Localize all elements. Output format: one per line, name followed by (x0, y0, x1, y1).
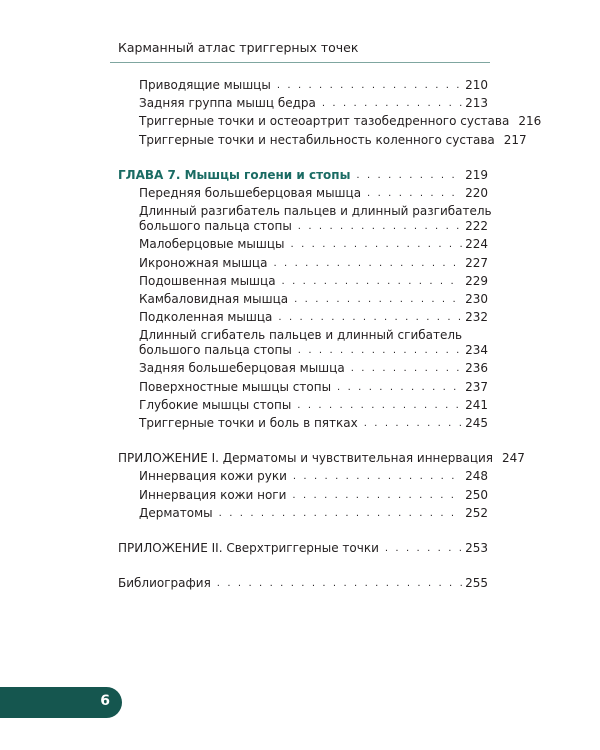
toc-entry (118, 96, 488, 111)
toc-page-number: 216 (518, 114, 542, 129)
toc-entry (118, 343, 488, 358)
toc-entry (118, 416, 488, 431)
toc-entry (118, 451, 525, 466)
toc-page-number: 252 (465, 505, 488, 520)
toc-entry (118, 328, 488, 343)
toc-entry-title: Задняя большеберцовая мышца (139, 361, 345, 376)
toc-page-number: 248 (465, 469, 488, 484)
toc-entry (118, 237, 488, 252)
toc-dot-leader (351, 362, 462, 376)
toc-entry (118, 274, 488, 289)
toc-entry (118, 576, 488, 591)
toc-entry-title: Подошвенная мышца (139, 273, 276, 288)
toc-entry (118, 541, 488, 556)
toc-page-number: 220 (465, 185, 488, 200)
toc-entry (118, 469, 488, 484)
toc-entry (118, 219, 488, 234)
toc-page-number: 247 (502, 451, 525, 466)
toc-entry (118, 488, 488, 503)
toc-dot-leader (367, 187, 462, 201)
toc-page-number: 232 (465, 310, 488, 325)
toc-chapter-entry (118, 168, 488, 183)
toc-page-number: 229 (465, 273, 488, 288)
toc-entry-title: Камбаловидная мышца (139, 291, 289, 306)
toc-dot-leader (292, 489, 462, 503)
toc-dot-leader (273, 257, 462, 271)
toc-section-gap (118, 434, 488, 451)
toc-entry-title: ПРИЛОЖЕНИЕ I. Дерматомы и чувствительная иннервация (118, 451, 494, 466)
page-number: 6 (100, 693, 110, 709)
toc-entry (118, 380, 488, 395)
toc-entry-title: ГЛАВА 7. Мышцы голени и стопы (118, 167, 351, 182)
toc-dot-leader (217, 577, 462, 591)
running-header-title: Карманный атлас триггерных точек (118, 40, 359, 55)
toc-entry-title: Малоберцовые мышцы (139, 237, 285, 252)
toc-dot-leader (322, 97, 462, 111)
toc-page-number: 237 (465, 379, 488, 394)
toc-dot-leader (291, 238, 463, 252)
toc-dot-leader (385, 542, 462, 556)
toc-entry-title: Передняя большеберцовая мышца (139, 185, 362, 200)
toc-entry-title: большого пальца стопы (139, 343, 292, 358)
toc-dot-leader (277, 79, 462, 93)
toc-page-number: 236 (465, 361, 488, 376)
toc-entry-title: Триггерные точки и боль в пятках (139, 416, 358, 430)
header-divider (110, 62, 490, 63)
toc-dot-leader (356, 169, 462, 183)
toc-entry (118, 292, 488, 307)
toc-section-gap (118, 151, 488, 168)
toc-page-number: 250 (465, 487, 488, 502)
toc-dot-leader (364, 417, 462, 431)
toc-section-gap (118, 559, 488, 576)
toc-entry-title: Триггерные точки и остеоартрит тазобедренного сустава (139, 114, 510, 129)
toc-page-number: 217 (503, 132, 527, 147)
toc-page-number: 213 (465, 96, 488, 111)
toc-section-gap (118, 524, 488, 541)
toc-entry (118, 78, 488, 93)
toc-page-number: 234 (465, 343, 488, 358)
toc-page-number: 253 (465, 540, 488, 555)
toc-page-number: 241 (465, 397, 488, 412)
toc-entry (118, 186, 488, 201)
toc-entry-title: Длинный сгибатель пальцев и длинный сгибатель (139, 328, 463, 343)
toc-page-number: 255 (465, 576, 488, 591)
toc-dot-leader (293, 470, 462, 484)
toc-entry-title: Иннервация кожи ноги (139, 487, 287, 502)
toc-page-number: 245 (465, 416, 488, 430)
toc-dot-leader (282, 275, 463, 289)
toc-entry-title: ПРИЛОЖЕНИЕ II. Сверхтриггерные точки (118, 540, 379, 555)
toc-page-number: 227 (465, 255, 488, 270)
toc-entry (118, 114, 542, 129)
toc-entry-title: Библиография (118, 576, 211, 591)
toc-dot-leader (297, 399, 462, 413)
table-of-contents (118, 78, 542, 594)
toc-entry (118, 398, 488, 413)
toc-page-number: 224 (465, 237, 488, 252)
toc-entry-title: Глубокие мышцы стопы (139, 397, 292, 412)
toc-entry (118, 310, 488, 325)
toc-page-number: 230 (465, 291, 488, 306)
toc-entry (118, 256, 488, 271)
toc-page-number: 219 (465, 167, 488, 182)
toc-entry-title: большого пальца стопы (139, 219, 292, 234)
toc-page-number: 222 (465, 219, 488, 234)
toc-dot-leader (337, 381, 462, 395)
toc-entry-title: Длинный разгибатель пальцев и длинный разгибатель (139, 204, 492, 219)
page-number-badge (0, 687, 122, 718)
toc-entry (118, 361, 488, 376)
toc-dot-leader (298, 220, 462, 234)
toc-dot-leader (294, 293, 462, 307)
toc-entry-title: Триггерные точки и нестабильность коленного сустава (139, 132, 495, 147)
toc-page-number: 210 (465, 78, 488, 92)
toc-entry (118, 132, 527, 148)
toc-entry-title: Дерматомы (139, 505, 213, 520)
toc-entry-title: Приводящие мышцы (139, 78, 271, 92)
toc-entry (118, 506, 488, 521)
toc-entry-title: Задняя группа мышц бедра (139, 96, 316, 111)
toc-entry-title: Икроножная мышца (139, 255, 268, 270)
toc-dot-leader (278, 311, 462, 325)
toc-entry-title: Поверхностные мышцы стопы (139, 379, 332, 394)
toc-dot-leader (298, 344, 462, 358)
toc-entry-title: Иннервация кожи руки (139, 469, 287, 484)
toc-dot-leader (219, 507, 462, 521)
toc-entry (118, 204, 492, 219)
toc-entry-title: Подколенная мышца (139, 310, 273, 325)
